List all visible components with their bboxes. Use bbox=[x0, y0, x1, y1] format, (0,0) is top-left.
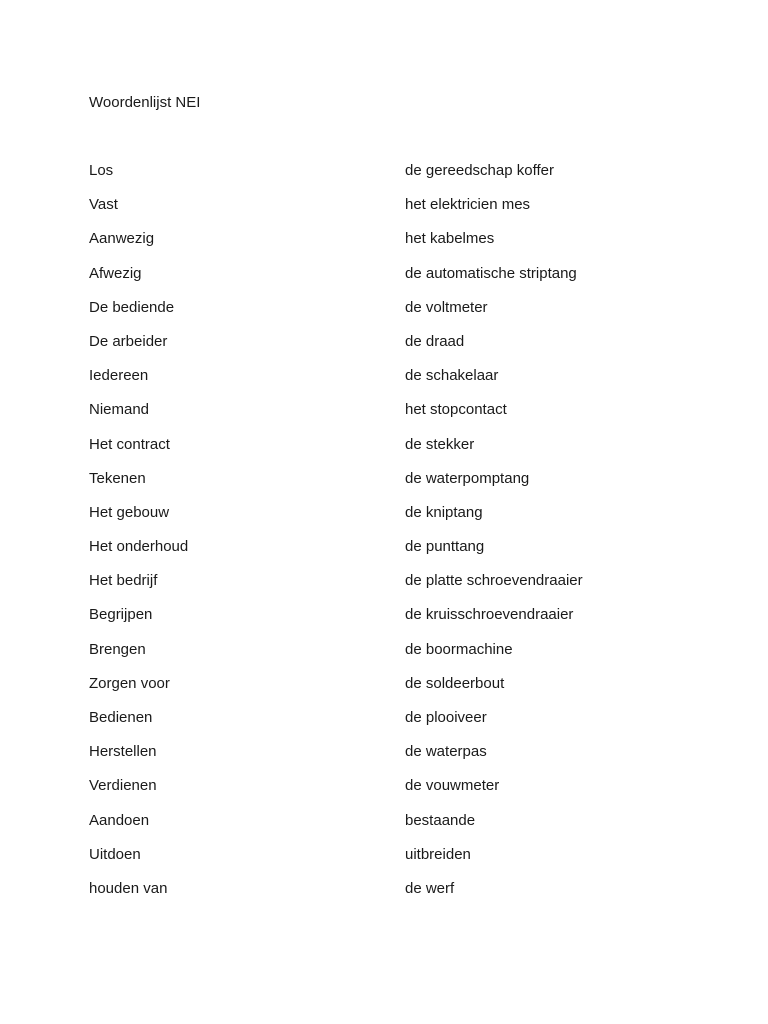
word-left: Tekenen bbox=[89, 469, 146, 487]
word-left: Zorgen voor bbox=[89, 674, 170, 692]
word-right: de automatische striptang bbox=[405, 264, 577, 282]
word-left: Iedereen bbox=[89, 367, 149, 385]
word-right: de vouwmeter bbox=[405, 777, 500, 795]
word-row bbox=[89, 299, 709, 333]
word-left: Brengen bbox=[89, 640, 146, 658]
word-right: de boormachine bbox=[405, 640, 513, 658]
word-row bbox=[89, 641, 709, 675]
word-row bbox=[89, 162, 709, 196]
word-right: de platte schroevendraaier bbox=[405, 572, 583, 590]
word-list bbox=[89, 162, 709, 914]
word-right: de soldeerbout bbox=[405, 674, 505, 692]
word-right: de kruisschroevendraaier bbox=[405, 606, 574, 624]
word-right: uitbreiden bbox=[405, 845, 471, 863]
word-right: bestaande bbox=[405, 811, 476, 829]
word-row bbox=[89, 230, 709, 264]
word-left: Aandoen bbox=[89, 811, 150, 829]
word-row bbox=[89, 265, 709, 299]
word-row bbox=[89, 504, 709, 538]
word-right: de gereedschap koffer bbox=[405, 162, 554, 179]
word-row bbox=[89, 333, 709, 367]
word-left: Verdienen bbox=[89, 777, 157, 795]
word-left: Herstellen bbox=[89, 743, 157, 761]
word-right: de waterpomptang bbox=[405, 469, 530, 487]
word-right: de waterpas bbox=[405, 743, 487, 761]
word-row bbox=[89, 743, 709, 777]
word-left: De bediende bbox=[89, 298, 175, 316]
word-right: de draad bbox=[405, 332, 465, 350]
word-left: De arbeider bbox=[89, 332, 168, 350]
word-row bbox=[89, 675, 709, 709]
word-right: de schakelaar bbox=[405, 367, 499, 385]
word-row bbox=[89, 538, 709, 572]
word-right: de voltmeter bbox=[405, 298, 488, 316]
word-right: de werf bbox=[405, 879, 455, 897]
word-row bbox=[89, 846, 709, 880]
word-right: de kniptang bbox=[405, 503, 483, 521]
word-left: Het gebouw bbox=[89, 503, 170, 521]
word-row bbox=[89, 367, 709, 401]
word-right: het stopcontact bbox=[405, 401, 507, 419]
word-row bbox=[89, 572, 709, 606]
word-left: Het bedrijf bbox=[89, 572, 158, 590]
word-row bbox=[89, 880, 709, 914]
word-left: Los bbox=[89, 162, 114, 179]
word-right: de stekker bbox=[405, 435, 475, 453]
word-right: het elektricien mes bbox=[405, 196, 531, 214]
word-row bbox=[89, 436, 709, 470]
word-row bbox=[89, 777, 709, 811]
word-right: de punttang bbox=[405, 538, 485, 556]
word-right: het kabelmes bbox=[405, 230, 495, 248]
word-left: Afwezig bbox=[89, 264, 142, 282]
word-row bbox=[89, 401, 709, 435]
word-left: Aanwezig bbox=[89, 230, 155, 248]
word-row bbox=[89, 196, 709, 230]
word-left: Uitdoen bbox=[89, 845, 141, 863]
word-row bbox=[89, 606, 709, 640]
word-left: Vast bbox=[89, 196, 118, 214]
word-left: Begrijpen bbox=[89, 606, 153, 624]
word-left: Bedienen bbox=[89, 709, 153, 726]
word-left: Het contract bbox=[89, 435, 170, 453]
word-row bbox=[89, 709, 709, 743]
word-left: houden van bbox=[89, 879, 168, 897]
word-row bbox=[89, 470, 709, 504]
word-left: Het onderhoud bbox=[89, 538, 189, 556]
word-left: Niemand bbox=[89, 401, 150, 419]
document-title: Woordenlijst NEI bbox=[89, 94, 201, 111]
word-right: de plooiveer bbox=[405, 709, 487, 726]
word-row bbox=[89, 812, 709, 846]
